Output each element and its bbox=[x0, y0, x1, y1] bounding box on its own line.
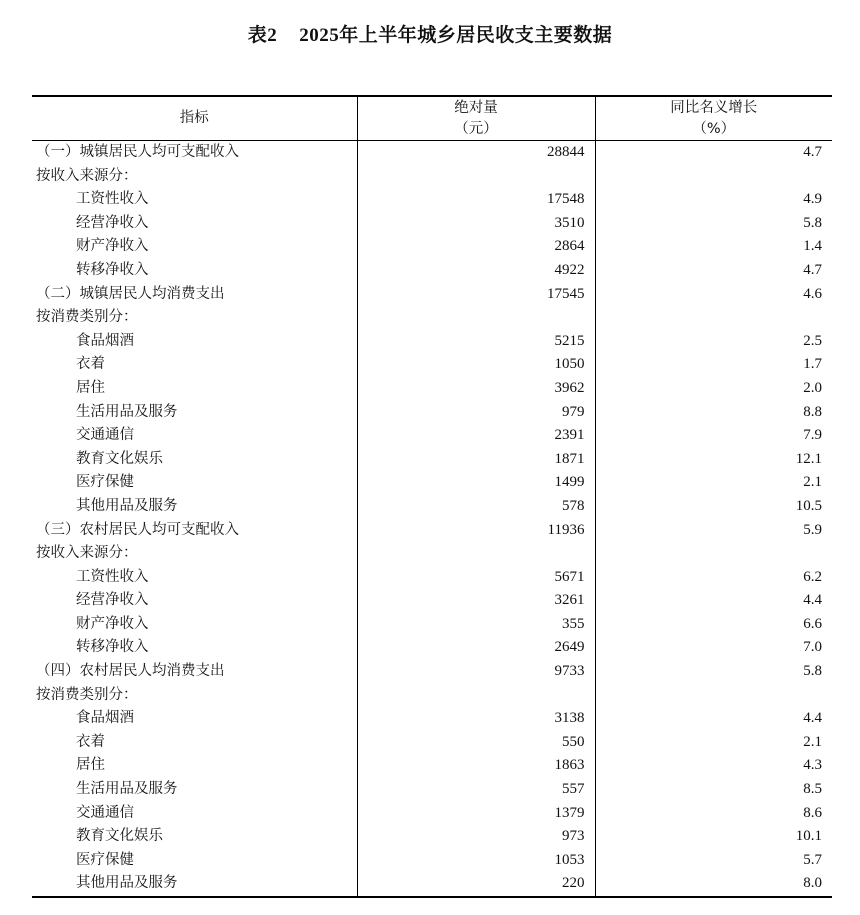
row-growth-value: 1.4 bbox=[595, 235, 832, 259]
header-row bbox=[32, 96, 832, 141]
table-row bbox=[32, 566, 832, 590]
row-growth-value: 2.1 bbox=[595, 471, 832, 495]
row-label: 财产净收入 bbox=[76, 238, 149, 255]
row-absolute-value: 1379 bbox=[357, 802, 595, 826]
row-growth-value: 7.9 bbox=[595, 424, 832, 448]
table-row bbox=[32, 802, 832, 826]
row-label: （二）城镇居民人均消费支出 bbox=[36, 285, 225, 302]
table-row bbox=[32, 306, 832, 330]
table-row bbox=[32, 754, 832, 778]
table-row bbox=[32, 636, 832, 660]
row-growth-value bbox=[595, 306, 832, 330]
table-title-text: 2025年上半年城乡居民收支主要数据 bbox=[299, 25, 613, 46]
row-growth-value: 4.4 bbox=[595, 707, 832, 731]
table-row bbox=[32, 283, 832, 307]
table-row bbox=[32, 424, 832, 448]
row-label: 生活用品及服务 bbox=[76, 403, 178, 420]
row-absolute-value: 979 bbox=[357, 401, 595, 425]
row-absolute-value: 220 bbox=[357, 872, 595, 897]
row-label: 医疗保健 bbox=[76, 474, 134, 491]
table-row bbox=[32, 377, 832, 401]
row-growth-value: 4.4 bbox=[595, 589, 832, 613]
table-row bbox=[32, 872, 832, 897]
row-absolute-value: 9733 bbox=[357, 660, 595, 684]
row-growth-value: 2.1 bbox=[595, 731, 832, 755]
row-label: （四）农村居民人均消费支出 bbox=[36, 663, 225, 680]
row-label: 按消费类别分： bbox=[36, 686, 138, 703]
table-row bbox=[32, 141, 832, 165]
row-growth-value: 5.7 bbox=[595, 849, 832, 873]
row-absolute-value: 1053 bbox=[357, 849, 595, 873]
row-growth-value: 6.6 bbox=[595, 613, 832, 637]
table-row bbox=[32, 731, 832, 755]
row-label: 按收入来源分： bbox=[36, 545, 138, 562]
row-absolute-value: 1499 bbox=[357, 471, 595, 495]
header-indicator: 指标 bbox=[179, 110, 209, 126]
row-absolute-value: 3138 bbox=[357, 707, 595, 731]
table-row bbox=[32, 542, 832, 566]
row-label: 工资性收入 bbox=[76, 191, 149, 208]
table-number: 表2 bbox=[247, 25, 278, 46]
table-row bbox=[32, 778, 832, 802]
row-absolute-value: 973 bbox=[357, 825, 595, 849]
row-growth-value bbox=[595, 165, 832, 189]
row-growth-value: 6.2 bbox=[595, 566, 832, 590]
table-row bbox=[32, 448, 832, 472]
row-label: 衣着 bbox=[76, 356, 105, 373]
row-growth-value bbox=[595, 684, 832, 708]
row-growth-value: 5.8 bbox=[595, 660, 832, 684]
table-row bbox=[32, 707, 832, 731]
row-absolute-value: 3962 bbox=[357, 377, 595, 401]
row-label: 居住 bbox=[76, 379, 105, 396]
row-growth-value: 2.5 bbox=[595, 330, 832, 354]
table-row bbox=[32, 165, 832, 189]
row-label: 教育文化娱乐 bbox=[76, 450, 163, 467]
row-label: （三）农村居民人均可支配收入 bbox=[36, 521, 239, 538]
row-label: 食品烟酒 bbox=[76, 710, 134, 727]
row-absolute-value: 5215 bbox=[357, 330, 595, 354]
table-row bbox=[32, 401, 832, 425]
row-label: 居住 bbox=[76, 757, 105, 774]
table-row bbox=[32, 188, 832, 212]
row-label: 医疗保健 bbox=[76, 851, 134, 868]
table-row bbox=[32, 825, 832, 849]
table-row bbox=[32, 589, 832, 613]
table-row bbox=[32, 519, 832, 543]
row-label: 经营净收入 bbox=[76, 214, 149, 231]
row-absolute-value: 355 bbox=[357, 613, 595, 637]
row-absolute-value: 17548 bbox=[357, 188, 595, 212]
row-absolute-value: 28844 bbox=[357, 141, 595, 165]
row-absolute-value: 3261 bbox=[357, 589, 595, 613]
income-expenditure-table bbox=[32, 95, 832, 898]
row-absolute-value: 2391 bbox=[357, 424, 595, 448]
row-label: 财产净收入 bbox=[76, 615, 149, 632]
header-absolute: 绝对量 （元） bbox=[357, 96, 595, 141]
row-absolute-value bbox=[357, 306, 595, 330]
row-absolute-value: 17545 bbox=[357, 283, 595, 307]
row-label: 教育文化娱乐 bbox=[76, 828, 163, 845]
table-row bbox=[32, 849, 832, 873]
row-absolute-value: 550 bbox=[357, 731, 595, 755]
row-label: 其他用品及服务 bbox=[76, 497, 178, 514]
row-absolute-value bbox=[357, 165, 595, 189]
row-label: 转移净收入 bbox=[76, 261, 149, 278]
row-absolute-value: 2864 bbox=[357, 235, 595, 259]
row-growth-value: 12.1 bbox=[595, 448, 832, 472]
row-absolute-value bbox=[357, 684, 595, 708]
row-growth-value: 8.5 bbox=[595, 778, 832, 802]
row-label: 按收入来源分： bbox=[36, 167, 138, 184]
row-growth-value: 4.6 bbox=[595, 283, 832, 307]
table-row bbox=[32, 212, 832, 236]
row-label: 按消费类别分： bbox=[36, 309, 138, 326]
row-absolute-value: 2649 bbox=[357, 636, 595, 660]
row-growth-value: 2.0 bbox=[595, 377, 832, 401]
row-label: 经营净收入 bbox=[76, 592, 149, 609]
header-growth: 同比名义增长 （%） bbox=[595, 96, 832, 141]
row-label: 工资性收入 bbox=[76, 568, 149, 585]
row-absolute-value: 557 bbox=[357, 778, 595, 802]
table-row bbox=[32, 235, 832, 259]
row-label: （一）城镇居民人均可支配收入 bbox=[36, 144, 239, 160]
table-row bbox=[32, 660, 832, 684]
row-growth-value: 8.8 bbox=[595, 401, 832, 425]
row-label: 食品烟酒 bbox=[76, 332, 134, 349]
table-row bbox=[32, 495, 832, 519]
row-growth-value: 5.9 bbox=[595, 519, 832, 543]
row-absolute-value: 5671 bbox=[357, 566, 595, 590]
row-label: 交通通信 bbox=[76, 427, 134, 444]
row-absolute-value: 578 bbox=[357, 495, 595, 519]
row-absolute-value: 4922 bbox=[357, 259, 595, 283]
row-absolute-value bbox=[357, 542, 595, 566]
table-row bbox=[32, 353, 832, 377]
row-growth-value: 1.7 bbox=[595, 353, 832, 377]
table-row bbox=[32, 259, 832, 283]
row-growth-value: 10.5 bbox=[595, 495, 832, 519]
row-growth-value: 5.8 bbox=[595, 212, 832, 236]
row-absolute-value: 1871 bbox=[357, 448, 595, 472]
row-growth-value: 10.1 bbox=[595, 825, 832, 849]
row-growth-value: 7.0 bbox=[595, 636, 832, 660]
row-absolute-value: 1050 bbox=[357, 353, 595, 377]
row-growth-value: 4.3 bbox=[595, 754, 832, 778]
row-label: 其他用品及服务 bbox=[76, 875, 178, 892]
row-growth-value: 4.7 bbox=[595, 259, 832, 283]
row-label: 转移净收入 bbox=[76, 639, 149, 656]
row-label: 衣着 bbox=[76, 733, 105, 750]
table-title bbox=[0, 20, 860, 47]
table-row bbox=[32, 471, 832, 495]
row-growth-value: 8.0 bbox=[595, 872, 832, 897]
row-absolute-value: 1863 bbox=[357, 754, 595, 778]
row-growth-value: 4.9 bbox=[595, 188, 832, 212]
row-label: 生活用品及服务 bbox=[76, 781, 178, 798]
table-row bbox=[32, 330, 832, 354]
row-absolute-value: 3510 bbox=[357, 212, 595, 236]
row-growth-value: 8.6 bbox=[595, 802, 832, 826]
table-row bbox=[32, 684, 832, 708]
row-growth-value: 4.7 bbox=[595, 141, 832, 165]
row-absolute-value: 11936 bbox=[357, 519, 595, 543]
row-growth-value bbox=[595, 542, 832, 566]
table-row bbox=[32, 613, 832, 637]
row-label: 交通通信 bbox=[76, 804, 134, 821]
